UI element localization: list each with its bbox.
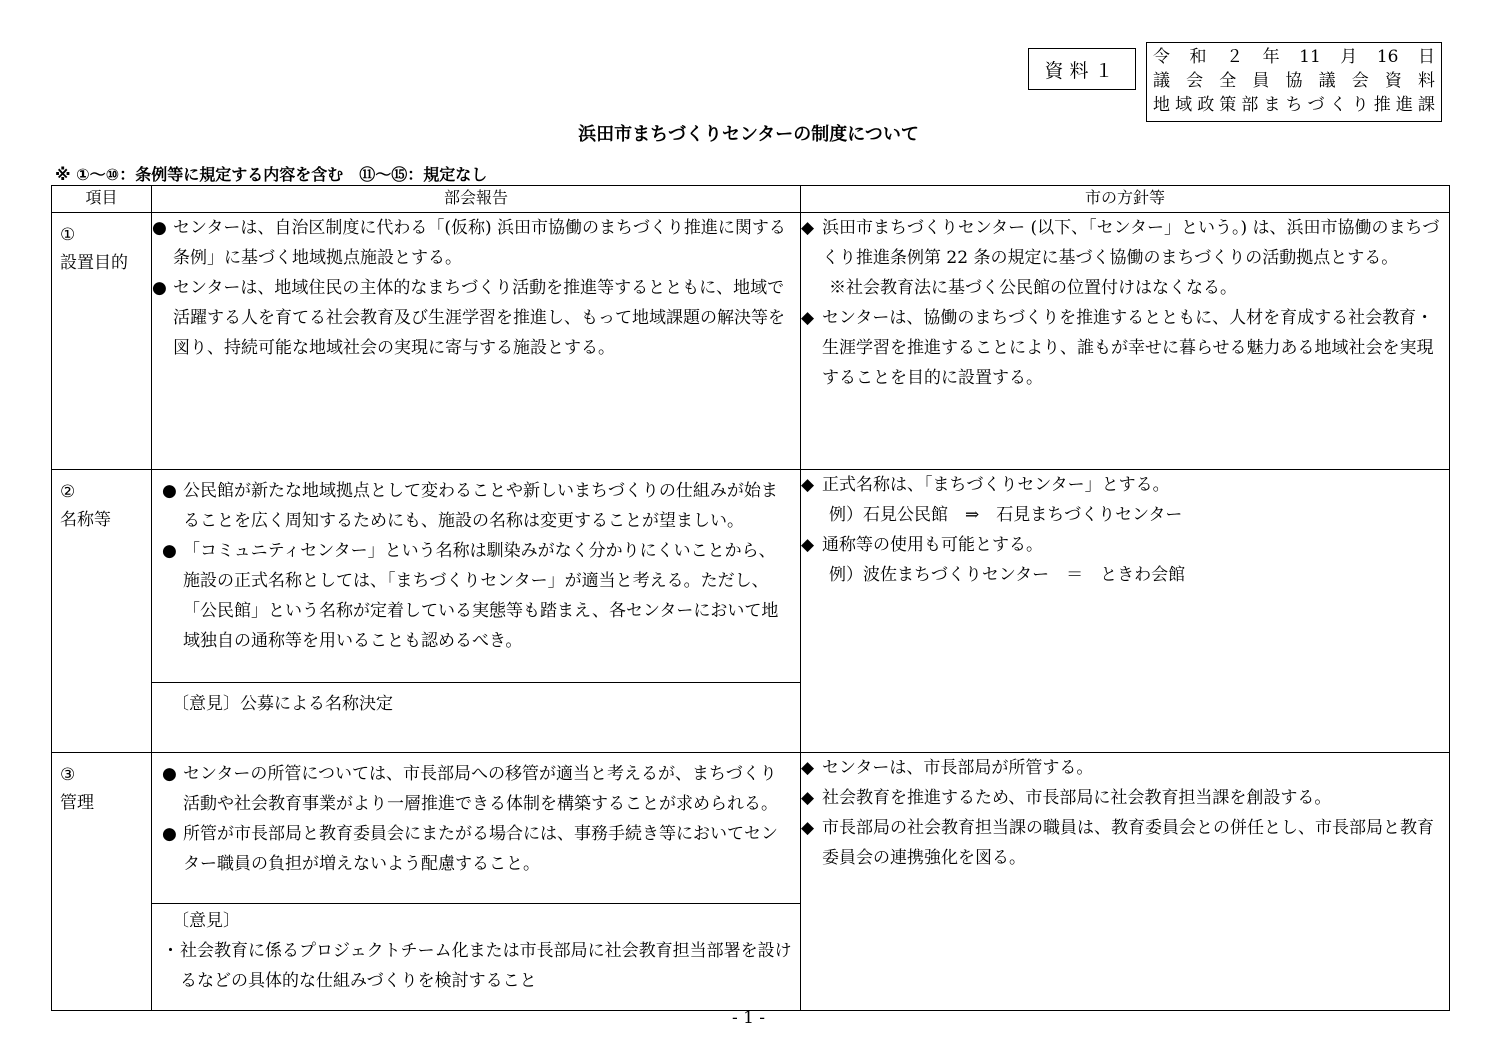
city-policy-cell bbox=[801, 753, 1450, 1011]
item-label: 名称等 bbox=[60, 510, 111, 530]
header-item: 項目 bbox=[52, 186, 152, 213]
item-number: ② bbox=[60, 482, 76, 502]
report-point: ● 公民館が新たな地域拠点として変わることや新しいまちづくりの仕組みが始まることを広く周知するためにも、施設の名称は変更することが望ましい。 bbox=[162, 476, 792, 536]
meta-meeting: 議会全員協議会資料 bbox=[1153, 71, 1435, 91]
report-point: ● センターは、地域住民の主体的なまちづくり活動を推進等するとともに、地域で活躍する人を育てる社会教育及び生涯学習を推進し、もって地域課題の解決等を図り、持続可能な地域社会の実現に寄与する施設とする。 bbox=[152, 273, 800, 363]
item-cell bbox=[52, 753, 152, 1011]
bullet-icon: ● bbox=[152, 278, 167, 298]
city-policy-cell bbox=[801, 470, 1450, 753]
item-label: 管理 bbox=[60, 793, 94, 813]
document-label: 資料１ bbox=[1028, 48, 1136, 90]
city-example: 例）波佐まちづくりセンター ＝ ときわ会館 bbox=[829, 565, 1186, 585]
header-report: 部会報告 bbox=[152, 186, 801, 213]
city-point: ◆ センターは、協働のまちづくりを推進するとともに、人材を育成する社会教育・生涯学習を推進することにより、誰もが幸せに暮らせる魅力ある地域社会を実現することを目的に設置する。 bbox=[801, 303, 1449, 393]
opinion-item: ・ 社会教育に係るプロジェクトチーム化または市長部局に社会教育担当部署を設けるなどの具体的な仕組みづくりを検討すること bbox=[162, 936, 792, 996]
item-cell bbox=[52, 470, 152, 753]
opinion-text: 〔意見〕公募による名称決定 bbox=[172, 694, 393, 714]
opinion-title: 〔意見〕 bbox=[172, 911, 240, 931]
report-cell bbox=[152, 213, 801, 470]
item-number: ① bbox=[60, 225, 76, 245]
meta-date: 令和２年11月16日 bbox=[1153, 47, 1435, 67]
table-row bbox=[52, 470, 1450, 753]
report-cell bbox=[152, 753, 801, 1011]
diamond-icon: ◆ bbox=[801, 788, 815, 808]
bullet-icon: ● bbox=[162, 541, 177, 561]
report-point: ● センターは、自治区制度に代わる「(仮称) 浜田市協働のまちづくり推進に関する条例」に基づく地域拠点施設とする。 bbox=[152, 213, 800, 273]
diamond-icon: ◆ bbox=[801, 218, 815, 238]
bullet-icon: ● bbox=[152, 218, 167, 238]
bullet-icon: ● bbox=[162, 824, 177, 844]
diamond-icon: ◆ bbox=[801, 308, 815, 328]
diamond-icon: ◆ bbox=[801, 535, 815, 555]
bullet-icon: ● bbox=[162, 481, 177, 501]
meta-box bbox=[1146, 42, 1442, 122]
opinion-section bbox=[152, 682, 800, 752]
city-policy-cell bbox=[801, 213, 1450, 470]
diamond-icon: ◆ bbox=[801, 758, 815, 778]
dot-icon: ・ bbox=[162, 941, 179, 961]
report-point: ● 所管が市長部局と教育委員会にまたがる場合には、事務手続き等においてセンター職員の負担が増えないよう配慮すること。 bbox=[162, 819, 792, 879]
item-number: ③ bbox=[60, 765, 76, 785]
report-point: ● 「コミュニティセンター」という名称は馴染みがなく分かりにくいことから、施設の正式名称としては、「まちづくりセンター」が適当と考える。ただし、「公民館」という名称が定着している実態等も踏まえ、各センターにおいて地域独自の通称等を用いることも認めるべき。 bbox=[162, 536, 792, 656]
city-note: ※社会教育法に基づく公民館の位置付けはなくなる。 bbox=[829, 278, 1237, 298]
page-title: 浜田市まちづくりセンターの制度について bbox=[578, 124, 919, 145]
table-header-row bbox=[52, 186, 1450, 213]
city-point: ◆ 社会教育を推進するため、市長部局に社会教育担当課を創設する。 bbox=[801, 783, 1449, 813]
meta-department: 地域政策部まちづくり推進課 bbox=[1153, 95, 1435, 115]
policy-table bbox=[51, 185, 1450, 1011]
table-row bbox=[52, 753, 1450, 1011]
page-number: - 1 - bbox=[731, 1008, 766, 1028]
header-city-policy: 市の方針等 bbox=[801, 186, 1450, 213]
item-label: 設置目的 bbox=[60, 253, 128, 273]
opinion-section bbox=[152, 903, 800, 996]
diamond-icon: ◆ bbox=[801, 475, 815, 495]
table-row bbox=[52, 213, 1450, 470]
scope-note: ※ ①～⑩：条例等に規定する内容を含む ⑪～⑮：規定なし bbox=[55, 165, 488, 184]
city-point: ◆ 正式名称は、「まちづくりセンター」とする。 bbox=[801, 470, 1449, 500]
city-point: ◆ 通称等の使用も可能とする。 bbox=[801, 530, 1449, 560]
report-cell bbox=[152, 470, 801, 753]
item-cell bbox=[52, 213, 152, 470]
bullet-icon: ● bbox=[162, 764, 177, 784]
diamond-icon: ◆ bbox=[801, 818, 815, 838]
report-point: ● センターの所管については、市長部局への移管が適当と考えるが、まちづくり活動や社会教育事業がより一層推進できる体制を構築することが求められる。 bbox=[162, 759, 792, 819]
city-point: ◆ センターは、市長部局が所管する。 bbox=[801, 753, 1449, 783]
city-point: ◆ 市長部局の社会教育担当課の職員は、教育委員会との併任とし、市長部局と教育委員会の連携強化を図る。 bbox=[801, 813, 1449, 873]
city-point: ◆ 浜田市まちづくりセンター (以下、「センター」という。) は、浜田市協働のまちづくり推進条例第 22 条の規定に基づく協働のまちづくりの活動拠点とする。 bbox=[801, 213, 1449, 273]
city-example: 例）石見公民館 ⇒ 石見まちづくりセンター bbox=[829, 505, 1183, 525]
